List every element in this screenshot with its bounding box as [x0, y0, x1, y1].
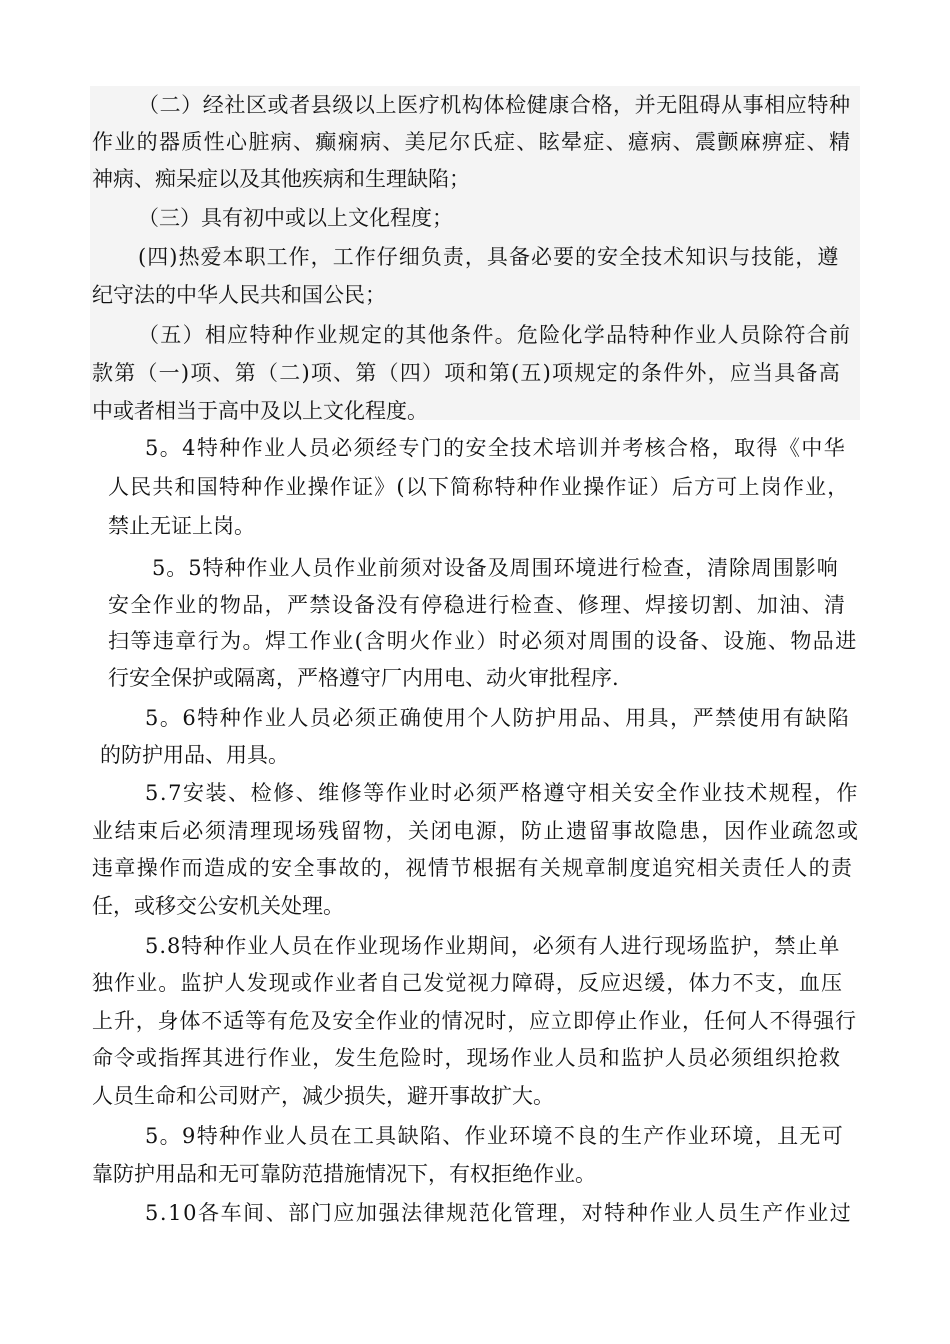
text-line: 纪守法的中华人民共和国公民；	[92, 283, 386, 307]
text-line: 扫等违章行为。焊工作业(含明火作业）时必须对周围的设备、设施、物品进	[108, 629, 858, 653]
text-line: （二）经社区或者县级以上医疗机构体检健康合格，并无阻碍从事相应特种	[138, 93, 851, 117]
text-line: (四)热爱本职工作，工作仔细负责，具备必要的安全技术知识与技能，遵	[138, 245, 840, 269]
text-line: 安全作业的物品，严禁设备没有停稳进行检查、修理、焊接切割、加油、清	[108, 593, 847, 617]
text-line: 违章操作而造成的安全事故的，视情节根据有关规章制度追究相关责任人的责	[92, 856, 854, 880]
text-line: 禁止无证上岗。	[108, 514, 255, 538]
text-line: 5。9特种作业人员在工具缺陷、作业环境不良的生产作业环境，且无可	[145, 1124, 845, 1148]
text-line: 人员生命和公司财产，减少损失，避开事故扩大。	[92, 1084, 554, 1108]
text-line: 人民共和国特种作业操作证》(以下简称特种作业操作证）后方可上岗作业，	[108, 475, 850, 499]
text-line: 5.7安装、检修、维修等作业时必须严格遵守相关安全作业技术规程，作	[145, 781, 859, 805]
text-line: 的防护用品、用具。	[100, 743, 289, 767]
text-line: 中或者相当于高中及以上文化程度。	[92, 399, 428, 423]
text-line: （三）具有初中或以上文化程度；	[138, 206, 453, 230]
text-line: 款第（一)项、第（二)项、第（四）项和第(五)项规定的条件外，应当具备高	[92, 361, 841, 385]
text-line: 上升，身体不适等有危及安全作业的情况时，应立即停止作业，任何人不得强行	[92, 1009, 857, 1033]
text-line: 神病、痴呆症以及其他疾病和生理缺陷；	[92, 167, 470, 191]
text-line: 命令或指挥其进行作业，发生危险时，现场作业人员和监护人员必须组织抢救	[92, 1046, 842, 1070]
text-line: 5.10各车间、部门应加强法律规范化管理，对特种作业人员生产作业过	[145, 1201, 853, 1225]
text-line: 业结束后必须清理现场残留物，关闭电源，防止遗留事故隐患，因作业疏忽或	[92, 819, 860, 843]
text-line: 任，或移交公安机关处理。	[92, 894, 344, 918]
text-line: 5。5特种作业人员作业前须对设备及周围环境进行检查，清除周围影响	[152, 556, 839, 580]
text-line: （五）相应特种作业规定的其他条件。危险化学品特种作业人员除符合前	[138, 323, 852, 347]
text-line: 独作业。监护人发现或作业者自己发觉视力障碍，反应迟缓，体力不支，血压	[92, 971, 844, 995]
text-line: 5。4特种作业人员必须经专门的安全技术培训并考核合格，取得《中华	[145, 436, 847, 460]
text-line: 5.8特种作业人员在作业现场作业期间，必须有人进行现场监护，禁止单	[145, 934, 841, 958]
text-line: 靠防护用品和无可靠防范措施情况下，有权拒绝作业。	[92, 1162, 596, 1186]
text-line: 行安全保护或隔离，严格遵守厂内用电、动火审批程序.	[108, 666, 619, 690]
text-line: 5。6特种作业人员必须正确使用个人防护用品、用具，严禁使用有缺陷	[145, 706, 851, 730]
text-line: 作业的器质性心脏病、癫痫病、美尼尔氏症、眩晕症、癔病、震颤麻痹症、精	[92, 130, 852, 154]
